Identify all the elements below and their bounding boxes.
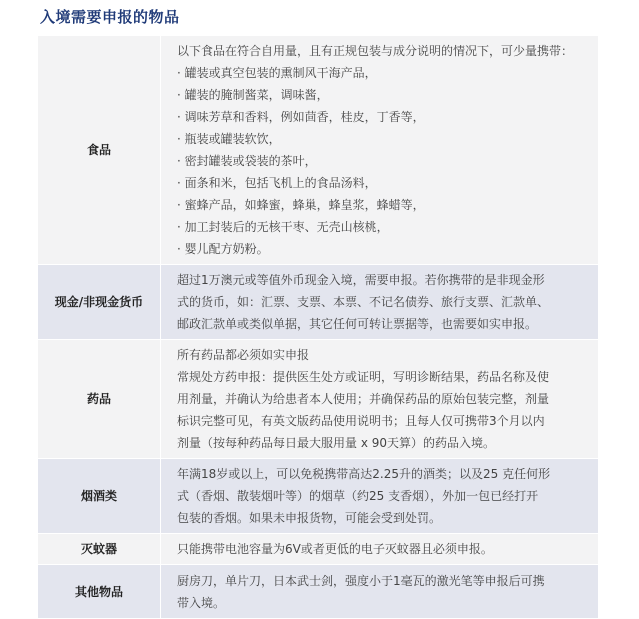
description-line: 式（香烟、散装烟叶等）的烟草（约25 支香烟），外加一包已经打开 xyxy=(177,489,539,503)
description-line: 超过1万澳元或等值外币现金入境，需要申报。若你携带的是非现金形 xyxy=(177,273,545,287)
category-cell: 现金/非现金货币 xyxy=(38,265,161,340)
table-row xyxy=(38,534,598,565)
category-cell: 灭蚊器 xyxy=(38,534,161,565)
table-row xyxy=(38,459,598,534)
description-cell xyxy=(161,36,599,265)
description-cell xyxy=(161,340,599,459)
description-line: 所有药品都必须如实申报 xyxy=(177,348,310,362)
category-cell: 药品 xyxy=(38,340,161,459)
description-line: 以下食品在符合自用量，且有正规包装与成分说明的情况下，可少量携带： xyxy=(177,44,574,58)
description-line: 厨房刀，单片刀，日本武士剑，强度小于1毫瓦的激光笔等申报后可携 xyxy=(177,573,545,588)
description-line: · 罐装的腌制酱菜，调味酱， xyxy=(177,88,329,102)
description-line: 剂量（按每种药品每日最大服用量 x 90天算）的药品入境。 xyxy=(177,436,496,450)
description-line: · 调味芳草和香料，例如茴香，桂皮，丁香等， xyxy=(177,110,425,124)
description-line: 包装的香烟。如果未申报货物，可能会受到处罚。 xyxy=(177,511,442,525)
description-line: 只能携带电池容量为6V或者更低的电子灭蚊器且必须申报。 xyxy=(177,542,493,556)
description-line: · 瓶装或罐装软饮， xyxy=(177,132,281,146)
category-cell: 食品 xyxy=(38,36,161,265)
description-cell xyxy=(161,565,599,619)
description-line: · 罐装或真空包装的熏制风干海产品， xyxy=(177,66,377,80)
table-row xyxy=(38,565,598,619)
description-line: 常规处方药申报：提供医生处方或证明，写明诊断结果，药品名称及使 xyxy=(177,370,550,384)
description-line: · 加工封装后的无核干枣、无壳山核桃， xyxy=(177,220,389,234)
category-cell: 其他物品 xyxy=(38,565,161,619)
description-line: · 蜜蜂产品，如蜂蜜，蜂巢，蜂皇浆，蜂蜡等， xyxy=(177,198,425,212)
page-title: 入境需要申报的物品 xyxy=(40,8,180,26)
table-row xyxy=(38,265,598,340)
description-line: 年满18岁或以上，可以免税携带高达2.25升的酒类；以及25 克任何形 xyxy=(177,467,551,481)
description-cell xyxy=(161,534,599,565)
table-row xyxy=(38,340,598,459)
description-line: 标识完整可见，有英文版药品使用说明书；且每人仅可携带3个月以内 xyxy=(177,414,545,428)
description-line: · 面条和米，包括飞机上的食品汤料， xyxy=(177,176,377,190)
description-line: 式的货币，如：汇票、支票、本票、不记名债券、旅行支票、汇款单、 xyxy=(177,295,550,309)
description-line: · 密封罐装或袋装的茶叶， xyxy=(177,154,317,168)
description-line: 邮政汇款单或类似单据，其它任何可转让票据等，也需要如实申报。 xyxy=(177,317,538,331)
description-line: 带入境。 xyxy=(177,595,226,610)
declaration-table xyxy=(38,36,598,619)
description-cell xyxy=(161,265,599,340)
description-line: · 婴儿配方奶粉。 xyxy=(177,242,269,256)
category-cell: 烟酒类 xyxy=(38,459,161,534)
description-cell xyxy=(161,459,599,534)
description-line: 用剂量，并确认为给患者本人使用；并确保药品的原始包装完整，剂量 xyxy=(177,392,550,406)
table-row xyxy=(38,36,598,265)
